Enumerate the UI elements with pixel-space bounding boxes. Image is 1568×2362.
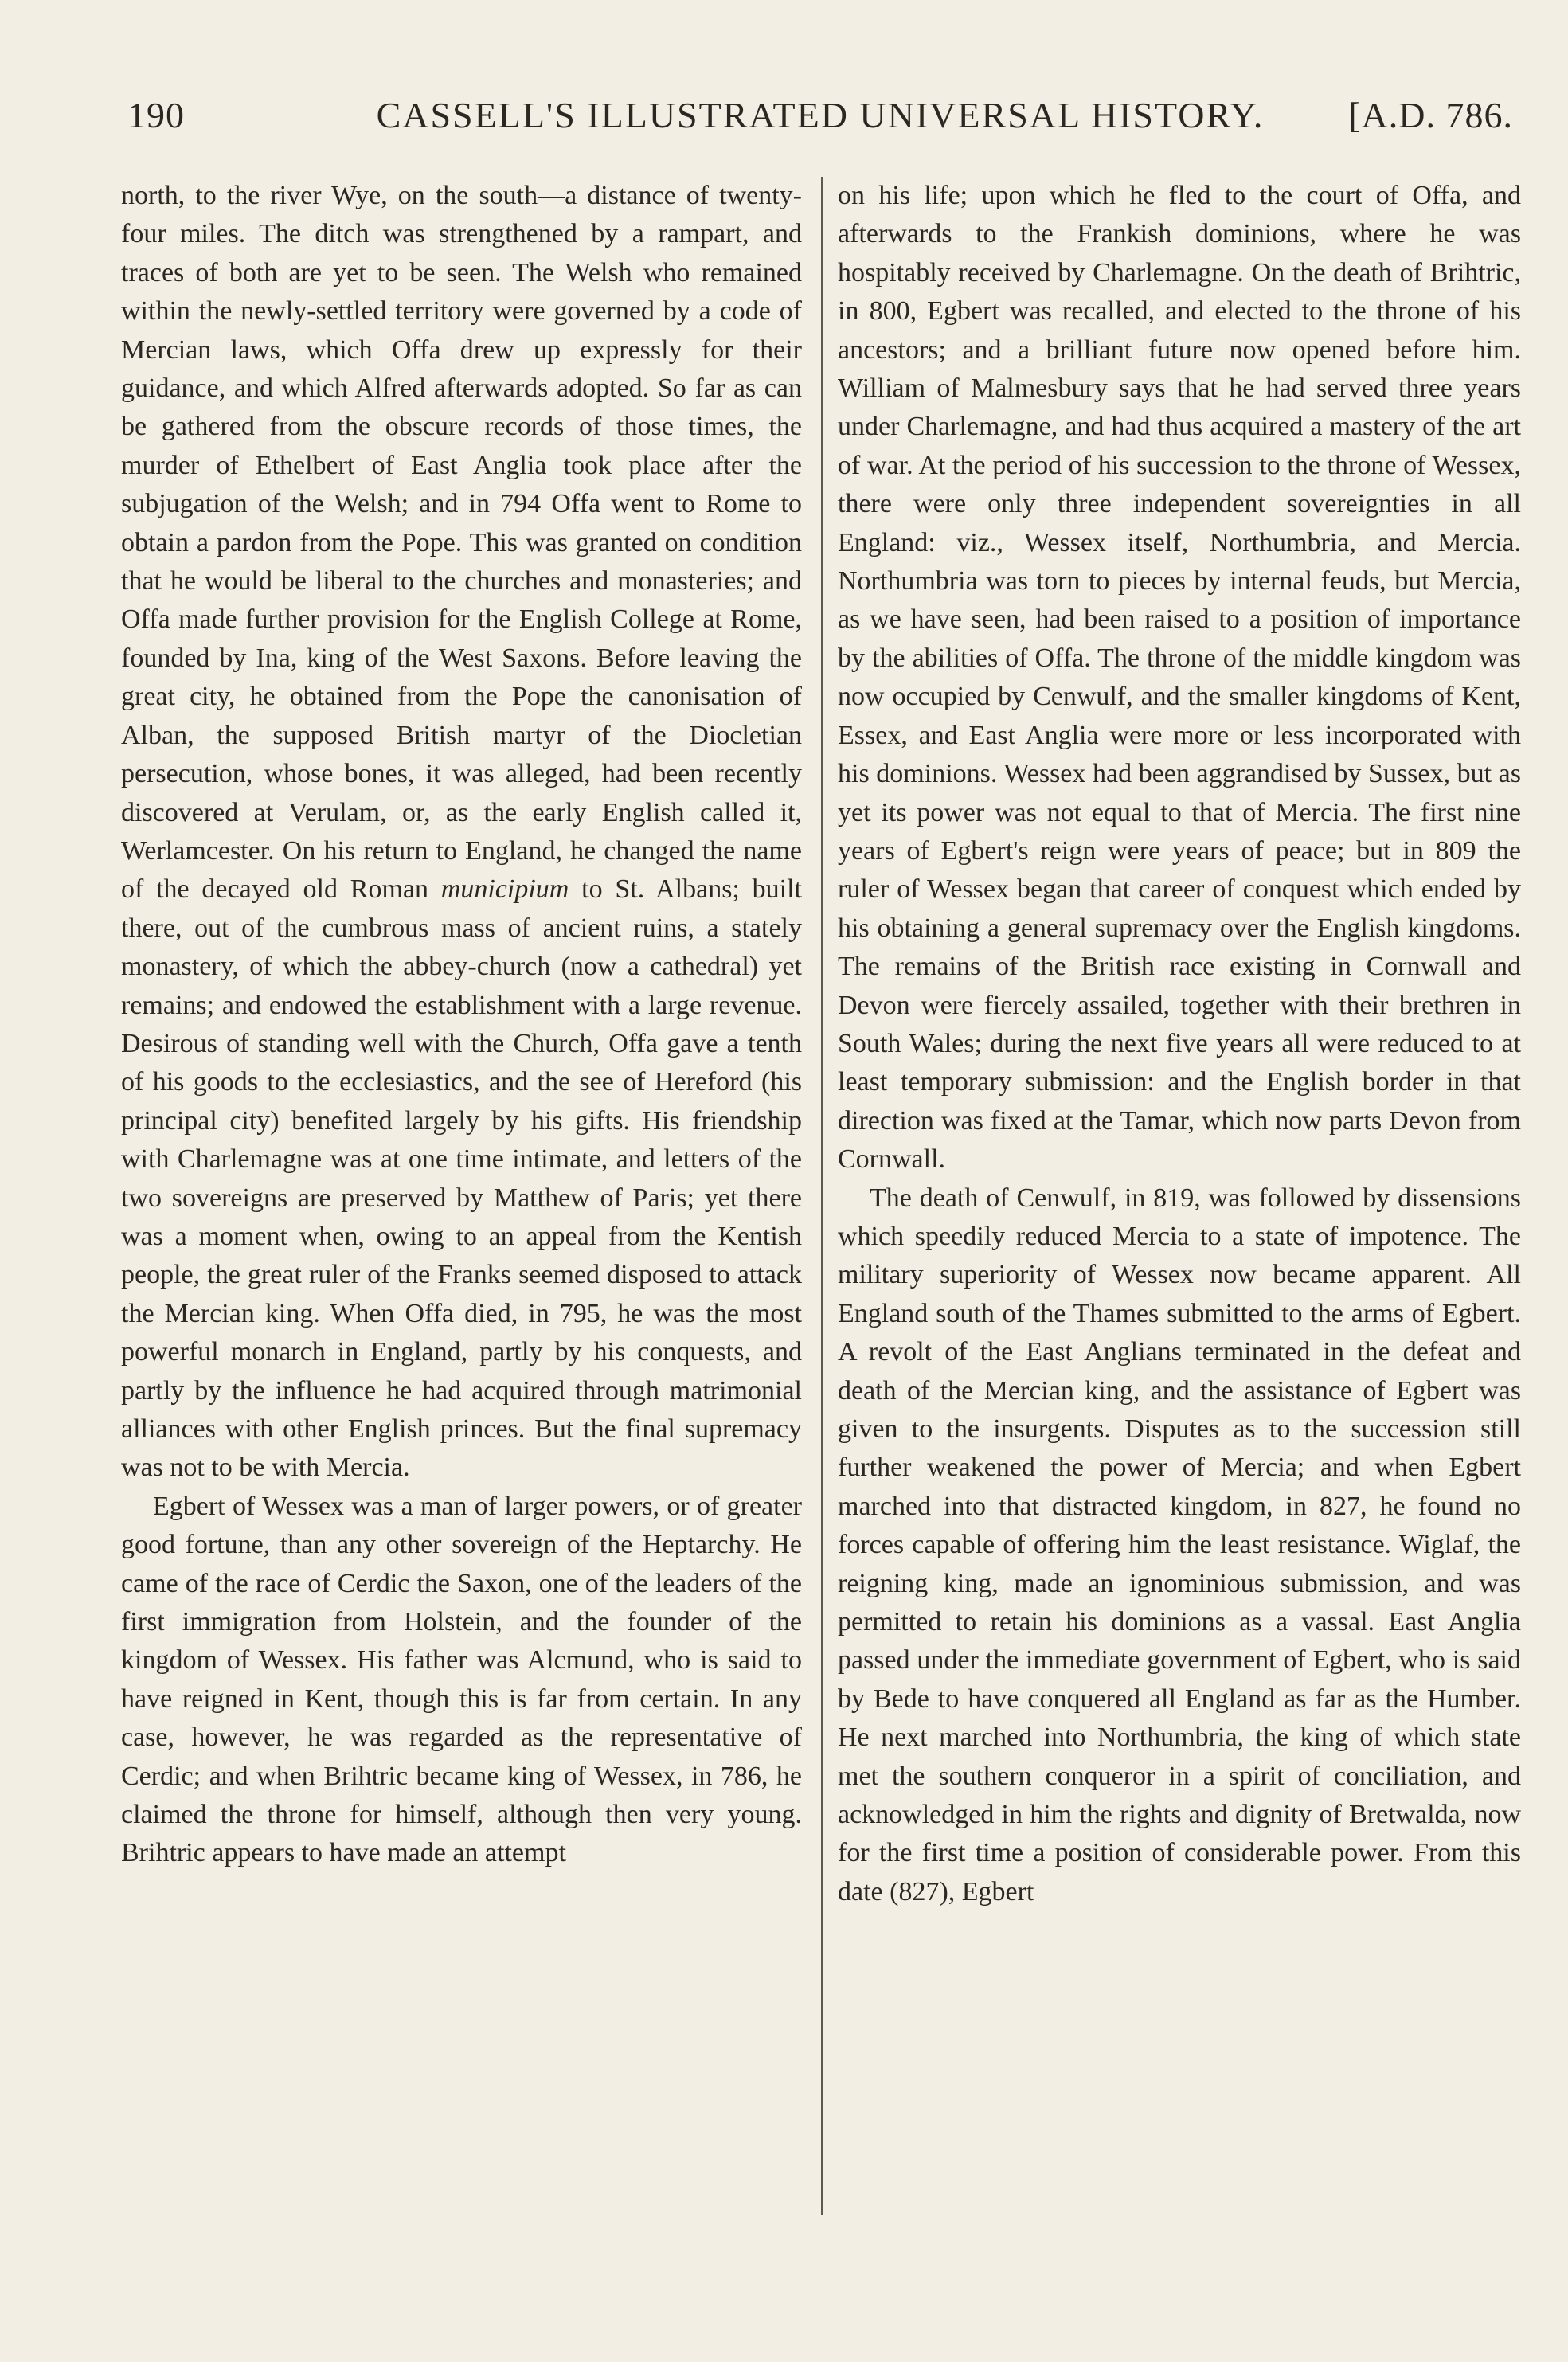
column-divider (821, 177, 823, 2215)
left-paragraph-2: Egbert of Wessex was a man of larger powers, or of greater good fortune, than any other sovereign of the Heptarchy. He came of the race of Cerdic the Saxon, one of the leaders of the first immigration from Holstein, and the founder of the kingdom of Wessex. His father was Alcmund, who is said to have reigned in Kent, though this is far from certain. In any case, however, he was regarded as the representative of Cerdic; and when Brihtric became king of Wessex, in 786, he claimed the throne for himself, although then very young. Brihtric appears to have made an attempt (121, 1491, 802, 1868)
right-column (838, 177, 1521, 1911)
date-reference: [A.D. 786. (1348, 95, 1513, 135)
right-paragraph-2: The death of Cenwulf, in 819, was followed by dissensions which speedily reduced Mercia to a state of impotence. The military superiority of Wessex now became apparent. All England south of the Thames submitted to the arms of Egbert. A revolt of the East Anglians terminated in the defeat and death of the Mercian king, and the assistance of Egbert was given to the insurgents. Disputes as to the succession still further weakened the power of Mercia; and when Egbert marched into that distracted kingdom, in 827, he found no forces capable of offering him the least resistance. Wiglaf, the reigning king, made an ignominious submission, and was permitted to retain his dominions as a vassal. East Anglia passed under the immediate government of Egbert, who is said by Bede to have conquered all England as far as the Humber. He next marched into Northumbria, the king of which state met the southern conqueror in a spirit of conciliation, and acknowledged in him the rights and dignity of Bretwalda, now for the first time a position of considerable power. From this date (827), Egbert (838, 1183, 1521, 1906)
left-paragraph-1 (121, 177, 802, 1488)
left-paragraph-1-continued: to St. Albans; built there, out of the cumbrous mass of ancient ruins, a stately monastery, of which the abbey-church (now a cathedral) yet remains; and endowed the establishment with a large revenue. Desirous of standing well with the Church, Offa gave a tenth of his goods to the ecclesiastics, and the see of Hereford (his principal city) benefited largely by his gifts. His friendship with Charlemagne was at one time intimate, and letters of the two sovereigns are preserved by Matthew of Paris; yet there was a moment when, owing to an appeal from the Kentish people, the great ruler of the Franks seemed disposed to attack the Mercian king. When Offa died, in 795, he was the most powerful monarch in England, partly by his conquests, and partly by the influence he had acquired through matrimonial alliances with other English princes. But the final supremacy was not to be with Mercia. (121, 874, 802, 1483)
page-number: 190 (127, 95, 185, 135)
left-paragraph-1-text: north, to the river Wye, on the south—a distance of twenty-four miles. The ditch was strengthened by a rampart, and traces of both are yet to be seen. The Welsh who remained within the newly-settled territory were governed by a code of Mercian laws, which Offa drew up expressly for their guidance, and which Alfred afterwards adopted. So far as can be gathered from the obscure records of those times, the murder of Ethelbert of East Anglia took place after the subjugation of the Welsh; and in 794 Offa went to Rome to obtain a pardon from the Pope. This was granted on condition that he would be liberal to the churches and monasteries; and Offa made further provision for the English College at Rome, founded by Ina, king of the West Saxons. Before leaving the great city, he obtained from the Pope the canonisation of Alban, the supposed British martyr of the Diocletian persecution, whose bones, it was alleged, had been recently discovered at Verulam, or, as the early English called it, Werlamcester. On his return to England, he changed the name of the decayed old Roman (121, 181, 802, 905)
page-header (127, 94, 1513, 142)
left-column (121, 177, 802, 1873)
right-paragraph-1: on his life; upon which he fled to the court of Offa, and afterwards to the Frankish dominions, where he was hospitably received by Charlemagne. On the death of Brihtric, in 800, Egbert was recalled, and elected to the throne of his ancestors; and a brilliant future now opened before him. William of Malmesbury says that he had served three years under Charlemagne, and had thus acquired a mastery of the art of war. At the period of his succession to the throne of Wessex, there were only three independent sovereignties in all England: viz., Wessex itself, Northumbria, and Mercia. Northumbria was torn to pieces by internal feuds, but Mercia, as we have seen, had been raised to a position of importance by the abilities of Offa. The throne of the middle kingdom was now occupied by Cenwulf, and the smaller kingdoms of Kent, Essex, and East Anglia were more or less incorporated with his dominions. Wessex had been aggrandised by Sussex, but as yet its power was not equal to that of Mercia. The first nine years of Egbert's reign were years of peace; but in 809 the ruler of Wessex began that career of conquest which ended by his obtaining a general supremacy over the English kingdoms. The remains of the British race existing in Cornwall and Devon were fiercely assailed, together with their brethren in South Wales; during the next five years all were reduced to at least temporary submission: and the English border in that direction was fixed at the Tamar, which now parts Devon from Cornwall. (838, 181, 1521, 1175)
italic-term: municipium (440, 874, 569, 905)
running-title: CASSELL'S ILLUSTRATED UNIVERSAL HISTORY. (376, 95, 1265, 135)
